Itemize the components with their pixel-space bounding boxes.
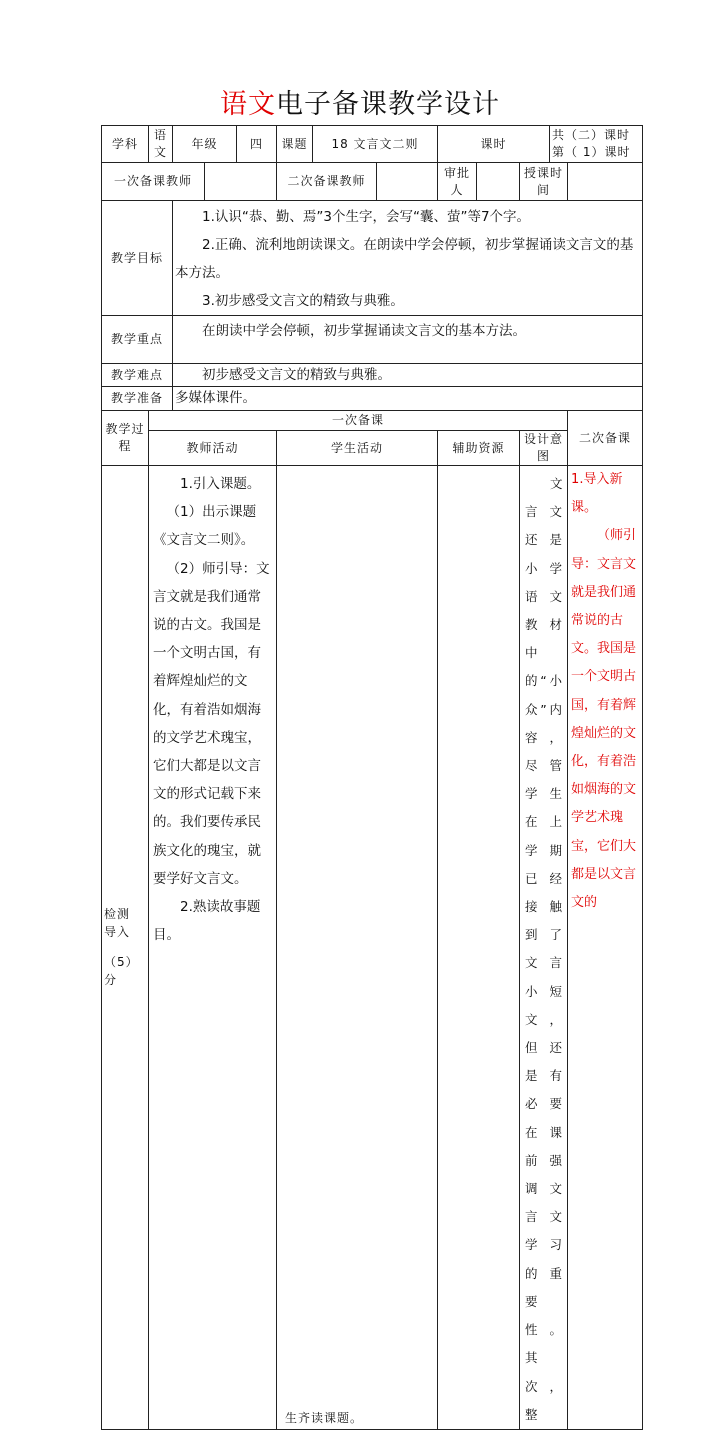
stage-duration: （5）分 <box>104 955 133 988</box>
resources-header: 辅助资源 <box>438 431 520 466</box>
current-hour: 第（ 1）课时 <box>552 145 631 159</box>
second-prep-teacher-label: 二次备课教师 <box>277 163 377 201</box>
second-prep-note: （师引导：文言文就是我们通常说的古文。我国是一个文明古国，有着辉煌灿烂的文化，有着浩如烟海的文学艺术瑰宝，它们大都是以文言文的 <box>571 528 637 911</box>
student-activity-text: 生齐读课题。 <box>285 1410 364 1425</box>
preparation-label: 教学准备 <box>102 387 173 411</box>
lesson-plan-table <box>101 125 643 1430</box>
goal-item: 3.初步感受文言文的精致与典雅。 <box>202 293 404 309</box>
hours-label: 课时 <box>438 126 550 163</box>
key-point-text <box>173 316 643 364</box>
teacher-step: 2.熟读故事题目。 <box>153 899 261 944</box>
first-prep-teacher-label: 一次备课教师 <box>102 163 205 201</box>
teacher-step: （2）师引导：文言文就是我们通常说的古文。我国是一个文明古国，有着辉煌灿烂的文化，有着浩如烟海的文学艺术瑰宝，它们大都是以文言文的形式记载下来的。我们要传承民族文化的瑰宝，就要学好文言文。 <box>153 560 270 887</box>
teacher-activity-header: 教师活动 <box>149 431 277 466</box>
teacher-step: （1）出示课题《文言文二则》。 <box>153 504 257 549</box>
second-prep-header: 二次备课 <box>568 411 643 466</box>
approver-label: 审批人 <box>438 163 477 201</box>
hours-value <box>550 126 643 163</box>
second-prep-note: 1.导入新课。 <box>571 472 623 516</box>
second-prep-notes <box>568 466 643 1430</box>
key-point-value: 在朗读中学会停顿，初步掌握诵读文言文的基本方法。 <box>202 323 526 339</box>
goal-item: 2.正确、流利地朗读课文。在朗读中学会停顿，初步掌握诵读文言文的基本方法。 <box>175 237 634 281</box>
goals-content <box>173 201 643 316</box>
teach-time-value <box>568 163 643 201</box>
goal-item: 1.认识“恭、勤、焉”3个生字，会写“囊、萤”等7个字。 <box>202 209 531 225</box>
student-activity-header: 学生活动 <box>277 431 438 466</box>
design-intent <box>520 466 568 1430</box>
key-point-label: 教学重点 <box>102 316 173 364</box>
stage-cell <box>102 466 149 1430</box>
topic-label: 课题 <box>277 126 313 163</box>
design-intent-header: 设计意图 <box>520 431 568 466</box>
difficulty-text <box>173 364 643 387</box>
student-activity <box>277 466 438 1430</box>
difficulty-value: 初步感受文言文的精致与典雅。 <box>202 367 391 383</box>
teacher-activity <box>149 466 277 1430</box>
first-prep-header: 一次备课 <box>149 411 568 431</box>
teach-time-label: 授课时间 <box>520 163 568 201</box>
design-intent-text: 文言文还是小学语文教材中的“小众”内容，尽管学生在上学期已经接触到了文言小短文，但还是有必要在课前强调文言文学习的重要性。其次，整 <box>525 476 563 1422</box>
approver-value <box>477 163 520 201</box>
grade-value: 四 <box>237 126 277 163</box>
page-title <box>0 88 720 122</box>
goals-label: 教学目标 <box>102 201 173 316</box>
grade-label: 年级 <box>173 126 237 163</box>
second-prep-teacher-value <box>377 163 438 201</box>
topic-value: 18 文言文二则 <box>313 126 438 163</box>
title-rest: 电子备课教学设计 <box>276 89 500 120</box>
preparation-text: 多媒体课件。 <box>173 387 643 411</box>
difficulty-label: 教学难点 <box>102 364 173 387</box>
total-hours: 共（二）课时 <box>552 128 631 142</box>
subject-value: 语文 <box>149 126 173 163</box>
stage-name: 检测导入 <box>104 907 131 940</box>
subject-label: 学科 <box>102 126 149 163</box>
resources-cell <box>438 466 520 1430</box>
title-red-part: 语文 <box>220 89 276 120</box>
process-label: 教学过程 <box>102 411 149 466</box>
teacher-step: 1.引入课题。 <box>180 476 261 492</box>
first-prep-teacher-value <box>205 163 277 201</box>
